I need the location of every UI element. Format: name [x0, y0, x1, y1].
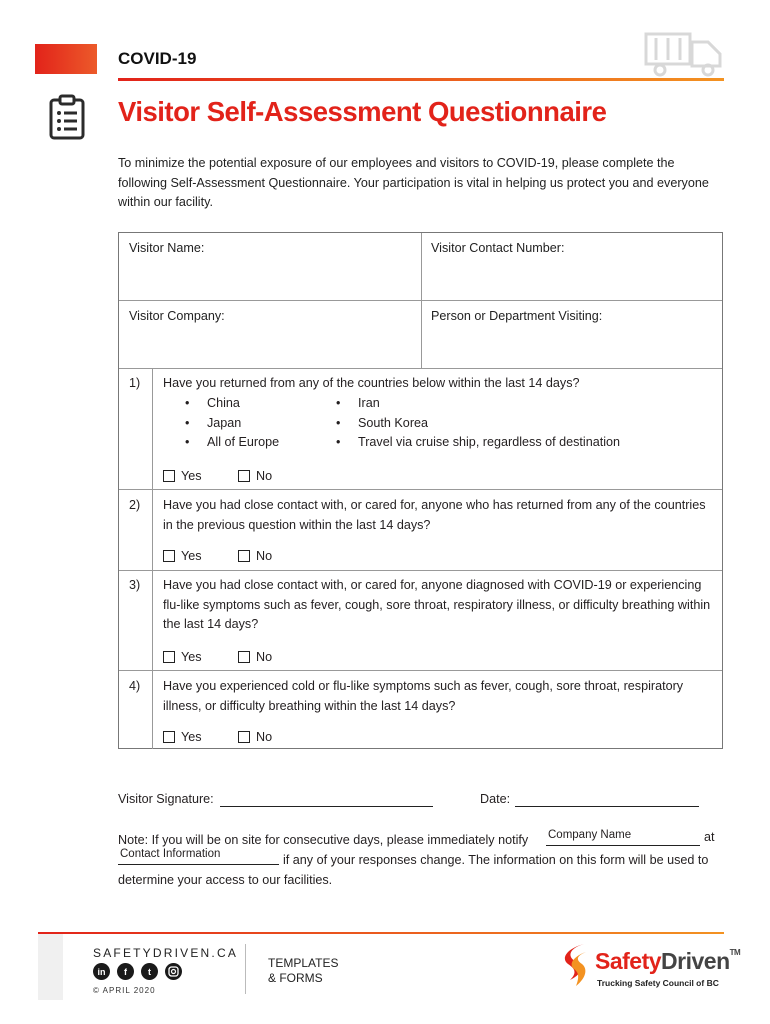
note-prefix: Note: If you will be on site for consecutive days, please immediately notify	[118, 833, 529, 847]
question-1-text: Have you returned from any of the countries below within the last 14 days?	[163, 376, 580, 390]
note-at: at	[704, 830, 715, 844]
q1-no-checkbox[interactable]: No	[238, 469, 272, 483]
q1-yes-checkbox[interactable]: Yes	[163, 469, 202, 483]
instagram-icon[interactable]	[165, 963, 182, 980]
footer-divider	[245, 944, 246, 994]
checkbox-box	[163, 731, 175, 743]
brand-subtitle: Trucking Safety Council of BC	[597, 978, 719, 988]
q4-yes-checkbox[interactable]: Yes	[163, 730, 202, 744]
templates-label	[268, 956, 338, 986]
q4-no-checkbox[interactable]: No	[238, 730, 272, 744]
checkbox-box	[163, 470, 175, 482]
question-number: 2)	[129, 498, 141, 512]
q2-no-checkbox[interactable]: No	[238, 549, 272, 563]
note-paragraph	[118, 830, 728, 850]
facebook-icon[interactable]: f	[117, 963, 134, 980]
checkbox-box	[163, 651, 175, 663]
footer-side-block	[38, 934, 63, 1000]
clipboard-icon	[48, 94, 86, 140]
checkbox-box	[238, 550, 250, 562]
templates-line-1: TEMPLATES	[268, 956, 339, 970]
header-accent-bar	[35, 44, 97, 74]
intro-paragraph: To minimize the potential exposure of our employees and visitors to COVID-19, please complete the following Self-Assessment Questionnaire. Your participation is vital in helping us protect you and everyone within our facility.	[118, 156, 709, 209]
country-list-left	[185, 394, 279, 453]
list-item: • Japan	[185, 414, 279, 434]
question-2-text: Have you had close contact with, or cared for, anyone who has returned from any of the countries in the previous question within the last 14 days?	[163, 498, 706, 532]
list-item: • All of Europe	[185, 433, 279, 453]
truck-icon	[642, 28, 726, 80]
list-item: • Travel via cruise ship, regardless of destination	[336, 433, 620, 453]
question-3-text: Have you had close contact with, or cared for, anyone diagnosed with COVID-19 or experiencing flu-like symptoms such as fever, cough, sore throat, respiratory illness, or difficulty breathing within the last 14 days?	[163, 578, 711, 631]
contact-info-fill[interactable]: Contact Information	[120, 848, 221, 860]
company-name-line	[546, 845, 700, 846]
brand-name: SafetyDriven™	[595, 948, 741, 974]
person-visiting-field[interactable]: Person or Department Visiting:	[431, 309, 603, 323]
question-4-text: Have you experienced cold or flu-like symptoms such as fever, cough, sore throat, respiratory illness, or difficulty breathing within the last 14 days?	[163, 679, 684, 713]
social-links	[93, 963, 182, 980]
question-number: 1)	[129, 376, 141, 390]
country-list-right	[336, 394, 620, 453]
date-label: Date:	[480, 792, 511, 806]
checkbox-box	[238, 731, 250, 743]
list-item: • China	[185, 394, 279, 414]
copyright: © APRIL 2020	[93, 986, 156, 995]
question-number: 4)	[129, 679, 141, 693]
signature-label: Visitor Signature:	[118, 792, 214, 806]
visitor-name-field[interactable]: Visitor Name:	[129, 241, 205, 255]
list-item: • South Korea	[336, 414, 620, 434]
company-name-fill[interactable]: Company Name	[548, 829, 632, 841]
templates-line-2: & FORMS	[268, 971, 323, 985]
q2-yes-checkbox[interactable]: Yes	[163, 549, 202, 563]
checkbox-box	[238, 651, 250, 663]
checkbox-box	[163, 550, 175, 562]
date-line[interactable]	[515, 806, 699, 807]
q3-no-checkbox[interactable]: No	[238, 650, 272, 664]
section-label: COVID-19	[118, 49, 197, 68]
website-link[interactable]: SAFETYDRIVEN.CA	[93, 946, 239, 960]
question-number: 3)	[129, 578, 141, 592]
footer-rule	[38, 932, 724, 934]
list-item: • Iran	[336, 394, 620, 414]
visitor-contact-field[interactable]: Visitor Contact Number:	[431, 241, 565, 255]
twitter-icon[interactable]: t	[141, 963, 158, 980]
page-title: Visitor Self-Assessment Questionnaire	[118, 96, 607, 127]
signature-line[interactable]	[220, 806, 433, 807]
safetydriven-logo-icon	[562, 942, 592, 994]
questionnaire-form	[118, 232, 723, 749]
header-rule	[118, 78, 724, 81]
visitor-company-field[interactable]: Visitor Company:	[129, 309, 225, 323]
q3-yes-checkbox[interactable]: Yes	[163, 650, 202, 664]
note-suffix: if any of your responses change. The information on this form will be used to determine your access to our facilities.	[118, 853, 709, 887]
checkbox-box	[238, 470, 250, 482]
linkedin-icon[interactable]: in	[93, 963, 110, 980]
